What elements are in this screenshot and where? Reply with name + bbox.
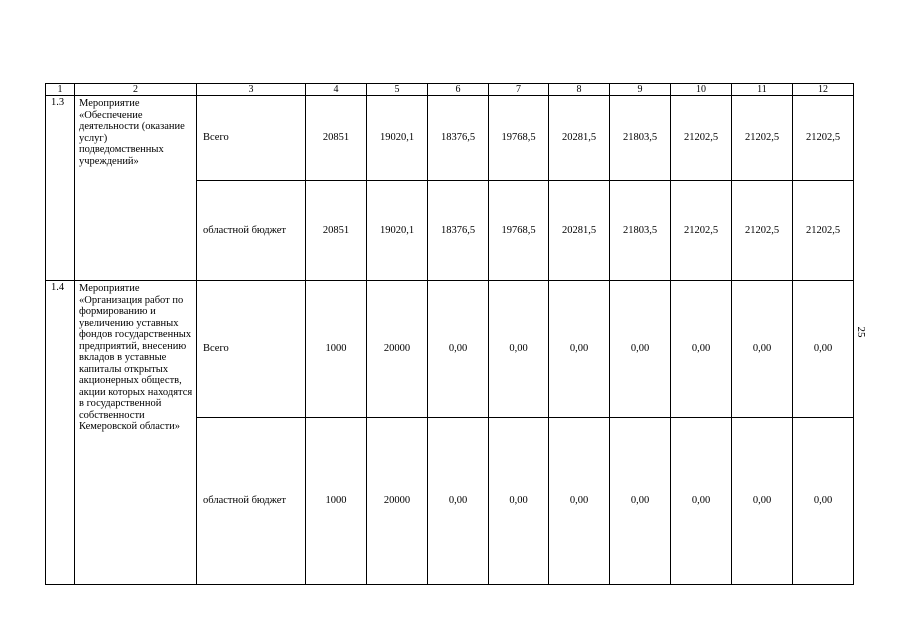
value-cell: 18376,5: [428, 181, 489, 281]
value-cell: 0,00: [671, 281, 732, 418]
value-cell: 0,00: [428, 418, 489, 585]
header-cell: 12: [793, 84, 854, 96]
funding-source: Всего: [197, 96, 306, 181]
value-cell: 19020,1: [367, 181, 428, 281]
value-cell: 20000: [367, 281, 428, 418]
funding-source: Всего: [197, 281, 306, 418]
value-cell: 21202,5: [793, 96, 854, 181]
value-cell: 20851: [306, 181, 367, 281]
header-cell: 2: [75, 84, 197, 96]
header-cell: 11: [732, 84, 793, 96]
value-cell: 21803,5: [610, 96, 671, 181]
header-cell: 8: [549, 84, 610, 96]
value-cell: 0,00: [549, 281, 610, 418]
value-cell: 20281,5: [549, 96, 610, 181]
value-cell: 0,00: [671, 418, 732, 585]
value-cell: 0,00: [610, 281, 671, 418]
row-index: 1.3: [46, 96, 75, 281]
budget-table: [45, 83, 854, 585]
header-cell: 4: [306, 84, 367, 96]
value-cell: 21202,5: [732, 181, 793, 281]
value-cell: 19768,5: [489, 96, 549, 181]
table-row: [46, 281, 854, 418]
header-cell: 5: [367, 84, 428, 96]
header-cell: 10: [671, 84, 732, 96]
value-cell: 21202,5: [671, 181, 732, 281]
row-index: 1.4: [46, 281, 75, 585]
header-cell: 7: [489, 84, 549, 96]
value-cell: 18376,5: [428, 96, 489, 181]
value-cell: 0,00: [489, 281, 549, 418]
value-cell: 20281,5: [549, 181, 610, 281]
value-cell: 21202,5: [793, 181, 854, 281]
table-row: [46, 96, 854, 181]
value-cell: 21202,5: [671, 96, 732, 181]
header-cell: 3: [197, 84, 306, 96]
value-cell: 0,00: [489, 418, 549, 585]
funding-source: областной бюджет: [197, 181, 306, 281]
header-cell: 6: [428, 84, 489, 96]
value-cell: 20000: [367, 418, 428, 585]
value-cell: 0,00: [610, 418, 671, 585]
header-cell: 9: [610, 84, 671, 96]
value-cell: 21202,5: [732, 96, 793, 181]
header-row: [46, 84, 854, 96]
value-cell: 1000: [306, 418, 367, 585]
page-number: 25: [855, 326, 867, 338]
row-name: Мероприятие «Организация работ по формированию и увеличению уставных фондов государственных предприятий, внесению вкладов в уставные капиталы открытых акционерных обществ, акции которых находятся в государственной собственности Кемеровской области»: [75, 281, 197, 585]
value-cell: 0,00: [793, 418, 854, 585]
value-cell: 19768,5: [489, 181, 549, 281]
value-cell: 20851: [306, 96, 367, 181]
header-cell: 1: [46, 84, 75, 96]
value-cell: 19020,1: [367, 96, 428, 181]
value-cell: 0,00: [549, 418, 610, 585]
value-cell: 0,00: [428, 281, 489, 418]
value-cell: 0,00: [732, 418, 793, 585]
value-cell: 21803,5: [610, 181, 671, 281]
value-cell: 1000: [306, 281, 367, 418]
funding-source: областной бюджет: [197, 418, 306, 585]
value-cell: 0,00: [732, 281, 793, 418]
value-cell: 0,00: [793, 281, 854, 418]
row-name: Мероприятие «Обеспечение деятельности (оказание услуг) подведомственных учреждений»: [75, 96, 197, 281]
